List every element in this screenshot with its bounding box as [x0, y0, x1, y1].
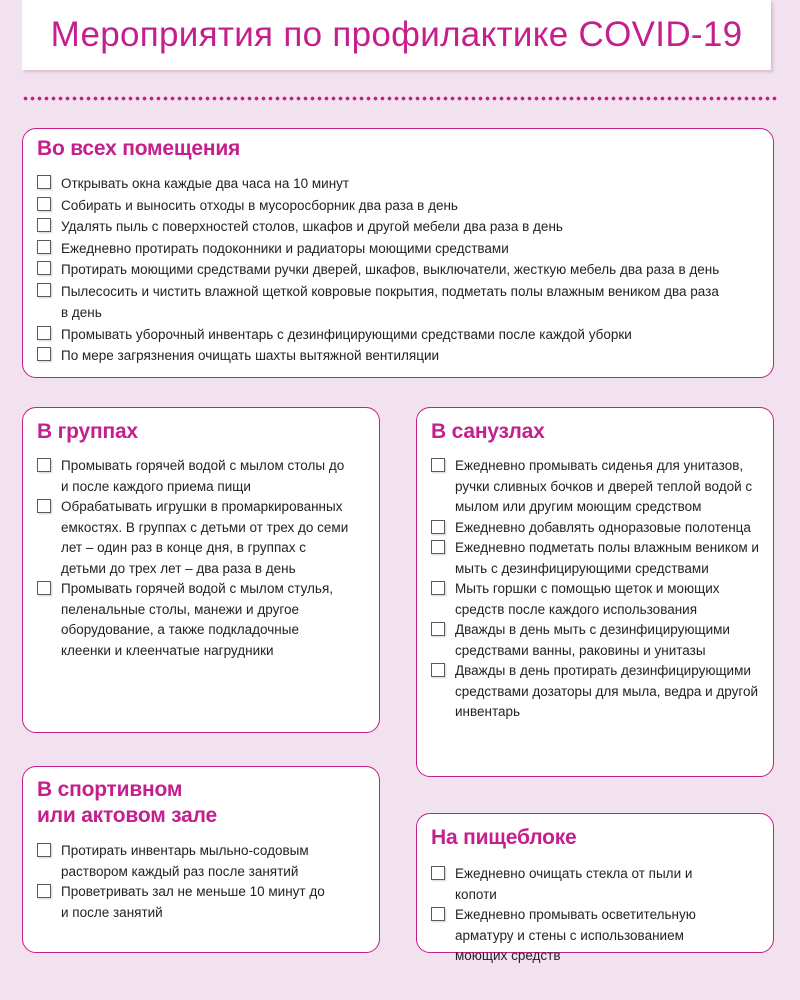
checklist-item	[431, 518, 759, 539]
checklist	[37, 456, 365, 661]
section-heading: В санузлах	[431, 420, 545, 443]
checklist-item-text: Ежедневно протирать подоконники и радиаторы моющими средствами	[61, 240, 509, 256]
section-heading: На пищеблоке	[431, 826, 577, 849]
checklist-item	[431, 864, 719, 905]
checklist-item-text: Мыть горшки с помощью щеток и моющих средств после каждого использования	[455, 581, 720, 617]
checklist-item-text: Собирать и выносить отходы в мусоросборник два раза в день	[61, 197, 458, 213]
checklist-item	[37, 882, 335, 923]
checkbox[interactable]	[37, 581, 51, 595]
section-gym	[22, 766, 380, 953]
checklist-item	[37, 173, 759, 195]
checklist-item-text: Ежедневно промывать сиденья для унитазов, ручки сливных бочков и дверей теплой водой с мылом или другим моющим средством	[455, 458, 753, 514]
section-heading-line: или актовом зале	[37, 804, 217, 827]
checkbox[interactable]	[431, 907, 445, 921]
checkbox[interactable]	[431, 622, 445, 636]
checkbox[interactable]	[37, 326, 51, 340]
checklist-item	[37, 216, 759, 238]
checkbox[interactable]	[37, 347, 51, 361]
page-title: Мероприятия по профилактике COVID-19	[50, 15, 743, 54]
checkbox[interactable]	[37, 261, 51, 275]
checklist-item-text: Протирать моющими средствами ручки дверей, шкафов, выключатели, жесткую мебель два раза в день	[61, 262, 720, 277]
checklist-item-text: Дважды в день протирать дезинфицирующими средствами дозаторы для мыла, ведра и другой инвентарь	[455, 663, 759, 719]
checklist-item	[431, 661, 759, 723]
checkbox[interactable]	[431, 663, 445, 677]
checkbox[interactable]	[37, 884, 51, 898]
checklist-item-text: Ежедневно подметать полы влажным веником и мыть с дезинфицирующими средствами	[455, 540, 759, 576]
checkbox[interactable]	[37, 458, 51, 472]
checkbox[interactable]	[431, 458, 445, 472]
checklist-item-text: Ежедневно очищать стекла от пыли и копоти	[455, 866, 693, 902]
section-heading	[37, 777, 365, 829]
checklist-item	[37, 497, 351, 579]
checklist-item-text: Проветривать зал не меньше 10 минут до и после занятий	[61, 884, 325, 920]
checklist-item-text: Удалять пыль с поверхностей столов, шкафов и другой мебели два раза в день	[61, 219, 563, 234]
checklist-item-text: Промывать горячей водой с мылом стулья, пеленальные столы, манежи и другое оборудование, а также подкладочные клеенки и клеенчатые нагрудники	[61, 581, 334, 658]
checklist	[37, 173, 759, 367]
checklist-item-text: Открывать окна каждые два часа на 10 минут	[61, 176, 350, 191]
checklist-item	[37, 324, 759, 346]
section-food-unit	[416, 813, 774, 963]
checklist-item	[37, 456, 351, 497]
section-heading-line: В спортивном	[37, 778, 183, 801]
checklist-item	[37, 841, 335, 882]
checkbox[interactable]	[431, 540, 445, 554]
checklist-item-text: Протирать инвентарь мыльно-содовым раствором каждый раз после занятий	[61, 843, 309, 879]
section-heading: В группах	[37, 420, 138, 443]
checklist-item	[37, 195, 759, 217]
checkbox[interactable]	[37, 240, 51, 254]
checklist-item-text: Промывать горячей водой с мылом столы до и после каждого приема пищи	[61, 458, 345, 494]
checklist-item-text: По мере загрязнения очищать шахты вытяжной вентиляции	[61, 348, 440, 363]
section-bathrooms	[416, 407, 774, 777]
checkbox[interactable]	[431, 866, 445, 880]
section-heading: Во всех помещения	[37, 137, 241, 160]
checklist-item	[37, 238, 759, 260]
checklist	[431, 456, 759, 723]
section-groups	[22, 407, 380, 733]
checklist-item-text: Промывать уборочный инвентарь с дезинфицирующими средствами после каждой уборки	[61, 326, 632, 342]
checklist-item	[37, 281, 759, 324]
checkbox[interactable]	[431, 581, 445, 595]
checklist-item	[431, 579, 759, 620]
checklist-item-text: Обрабатывать игрушки в промаркированных емкостях. В группах с детьми от трех до семи лет – один раз в конце дня, в группах с детьми до трех лет – два раза в день	[61, 499, 349, 576]
checklist-item	[37, 579, 351, 661]
checklist	[37, 841, 365, 923]
checklist-item-text: Ежедневно добавлять одноразовые полотенца	[455, 519, 751, 535]
checkbox[interactable]	[37, 175, 51, 189]
checklist-item	[431, 538, 759, 579]
checklist-item	[431, 905, 719, 967]
checklist-item-text: Дважды в день мыть с дезинфицирующими средствами ванны, раковины и унитазы	[455, 622, 730, 658]
checklist-item-text: Ежедневно промывать осветительную арматуру и стены с использованием моющих средств	[455, 907, 696, 963]
checkbox[interactable]	[37, 843, 51, 857]
checklist-item	[431, 456, 759, 518]
section-all-rooms	[22, 128, 774, 378]
checkbox[interactable]	[37, 283, 51, 297]
checkbox[interactable]	[37, 197, 51, 211]
dotted-divider	[22, 96, 778, 101]
checkbox[interactable]	[431, 520, 445, 534]
checkbox[interactable]	[37, 218, 51, 232]
checklist-item	[431, 620, 759, 661]
checklist-item-text: Пылесосить и чистить влажной щеткой ковровые покрытия, подметать полы влажным веником два раза в день	[61, 283, 719, 320]
checkbox[interactable]	[37, 499, 51, 513]
checklist	[431, 864, 759, 967]
checklist-item	[37, 259, 759, 281]
checklist-item	[37, 345, 759, 367]
title-banner	[22, 0, 771, 70]
